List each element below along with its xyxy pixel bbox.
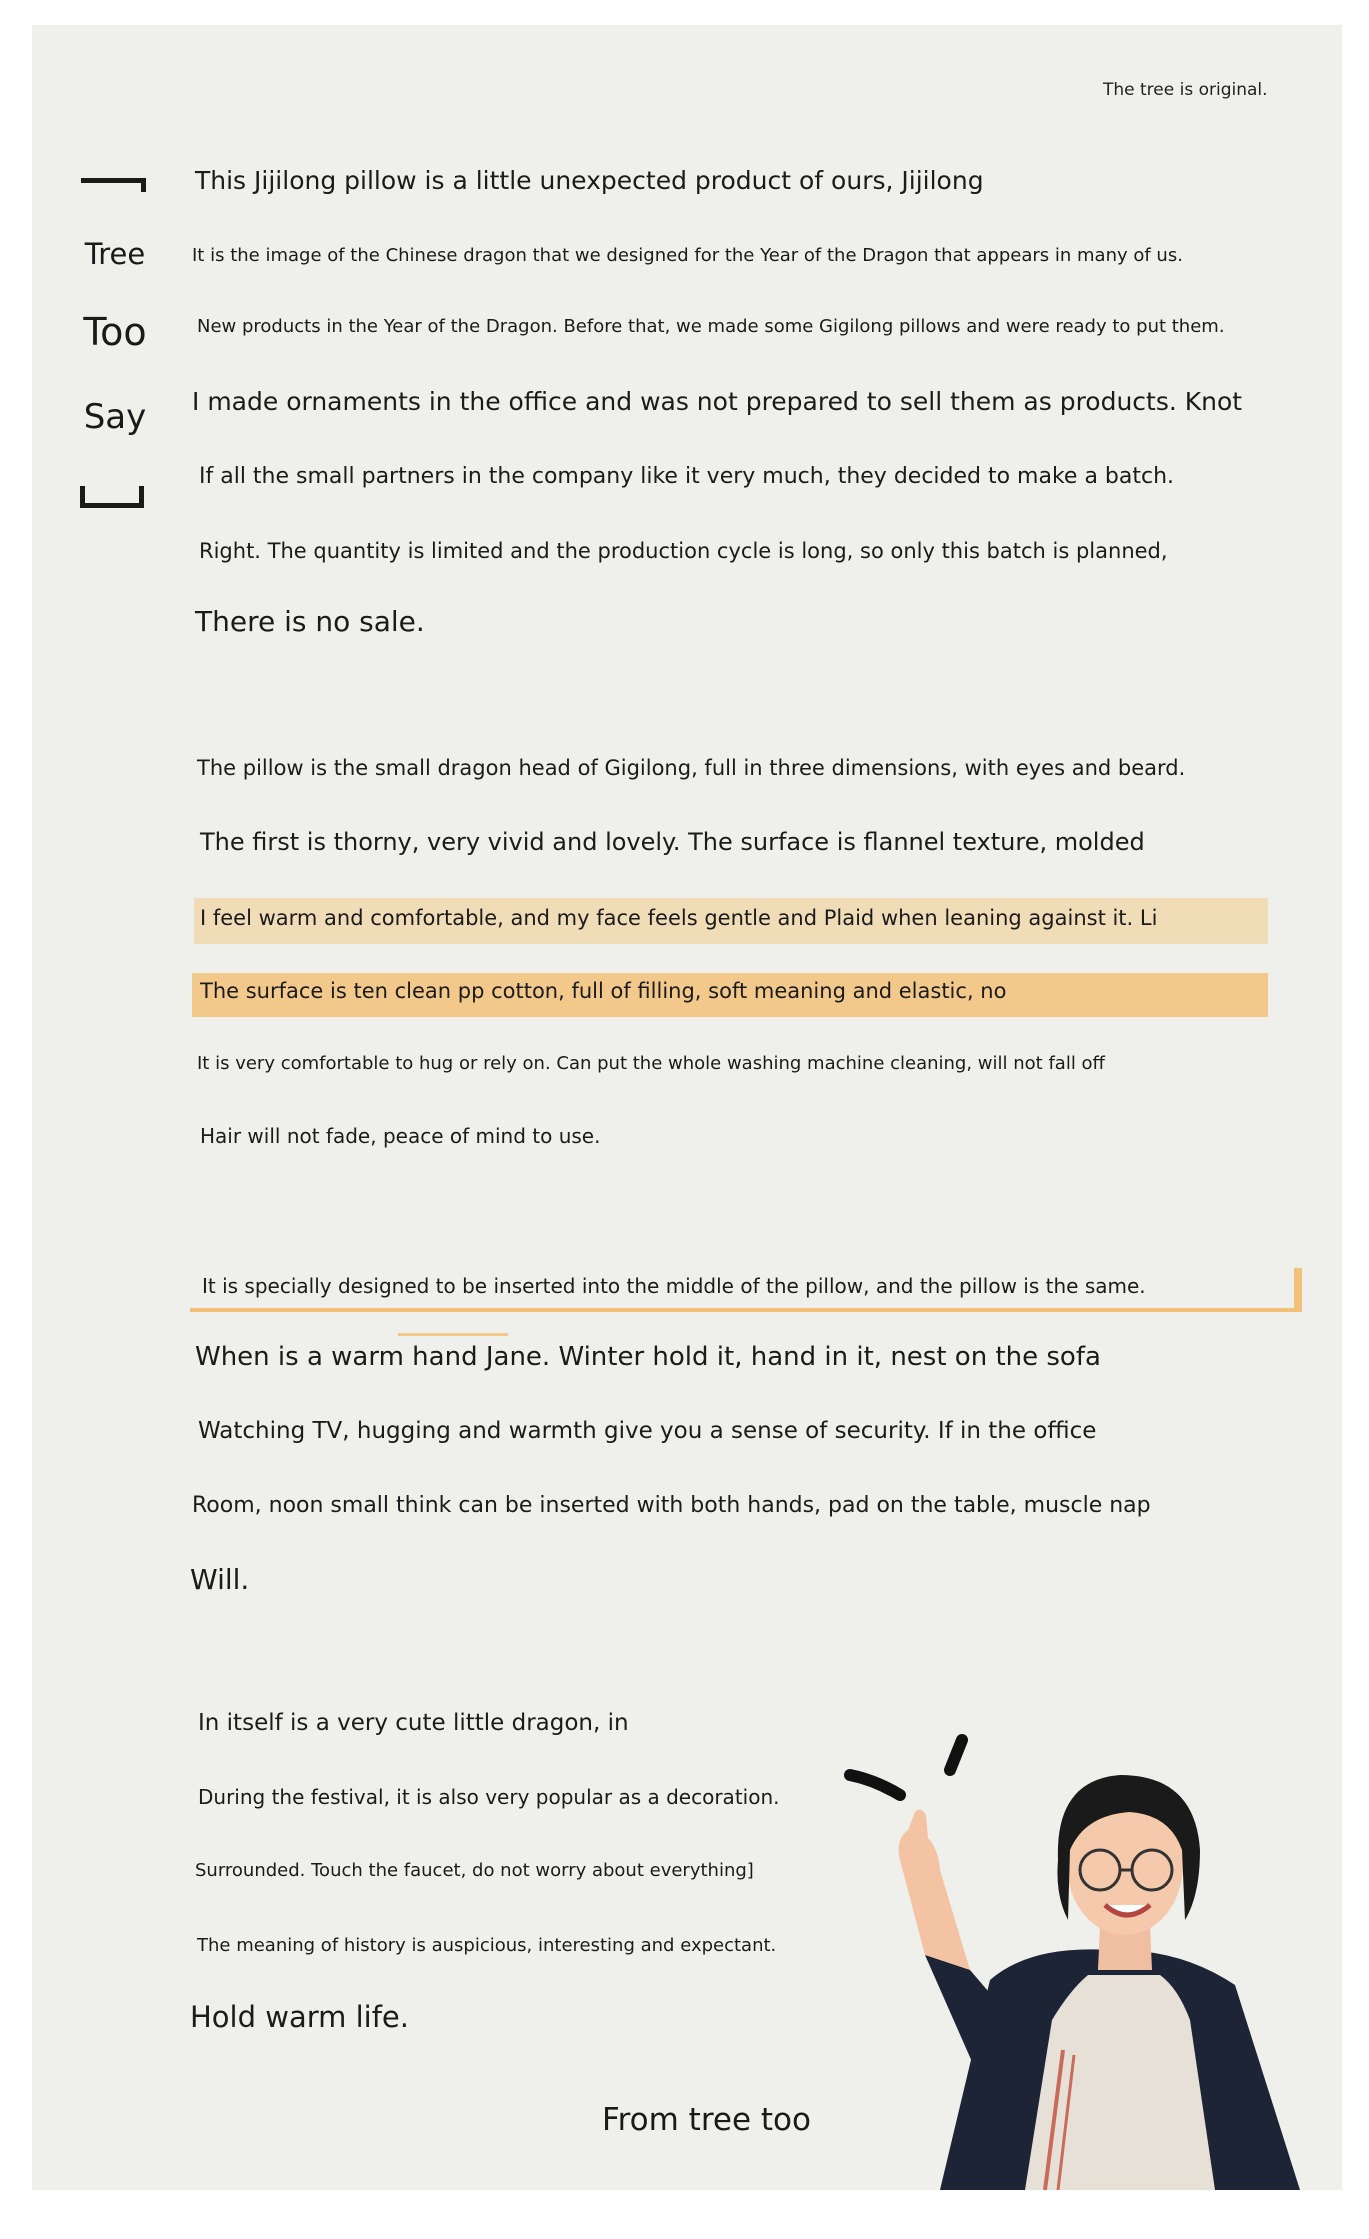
paragraph-line: The first is thorny, very vivid and lovely. The surface is flannel texture, molded xyxy=(200,828,1145,856)
excitement-mark-icon xyxy=(950,1740,962,1770)
paragraph-line: Room, noon small think can be inserted with both hands, pad on the table, muscle nap xyxy=(192,1493,1151,1518)
paragraph-line: Surrounded. Touch the faucet, do not worry about everything] xyxy=(195,1860,754,1881)
side-title-say: Say xyxy=(83,397,147,437)
bracket-top-icon xyxy=(86,178,146,192)
paragraph-line: Right. The quantity is limited and the production cycle is long, so only this batch is planned, xyxy=(199,539,1168,563)
paragraph-line: When is a warm hand Jane. Winter hold it, hand in it, nest on the sofa xyxy=(195,1342,1101,1372)
paragraph-line: Hold warm life. xyxy=(190,2000,409,2034)
paragraph-line: I feel warm and comfortable, and my face feels gentle and Plaid when leaning against it. Li xyxy=(200,906,1158,930)
paragraph-line: In itself is a very cute little dragon, in xyxy=(198,1710,629,1736)
paragraph-line: It is the image of the Chinese dragon that we designed for the Year of the Dragon that appears in many of us. xyxy=(192,245,1183,266)
paragraph-line: Will. xyxy=(190,1563,250,1596)
paragraph-line: The pillow is the small dragon head of Gigilong, full in three dimensions, with eyes and beard. xyxy=(197,756,1186,780)
paragraph-line: This Jijilong pillow is a little unexpected product of ours, Jijilong xyxy=(195,166,984,195)
highlight-underline xyxy=(398,1333,508,1336)
paragraph-line: I made ornaments in the office and was not prepared to sell them as products. Knot xyxy=(192,387,1243,416)
paragraph-line: It is specially designed to be inserted into the middle of the pillow, and the pillow is the same. xyxy=(202,1274,1146,1298)
paragraph-line: Watching TV, hugging and warmth give you a sense of security. If in the office xyxy=(198,1418,1097,1444)
paragraph-line: The meaning of history is auspicious, interesting and expectant. xyxy=(197,1935,777,1956)
signature: From tree too xyxy=(602,2102,811,2138)
paragraph-line: There is no sale. xyxy=(195,605,425,638)
side-title-tree: Tree xyxy=(84,237,146,271)
paragraph-line: Hair will not fade, peace of mind to use. xyxy=(200,1124,601,1148)
bracket-bottom-icon xyxy=(80,486,144,508)
side-title-block xyxy=(60,160,170,520)
paragraph-line: During the festival, it is also very popular as a decoration. xyxy=(198,1785,780,1809)
paragraph-line: It is very comfortable to hug or rely on. Can put the whole washing machine cleaning, will not fall off xyxy=(197,1053,1105,1074)
side-title-too: Too xyxy=(83,310,147,354)
author-portrait-illustration xyxy=(830,1720,1320,2190)
paragraph-line: New products in the Year of the Dragon. Before that, we made some Gigilong pillows and were ready to put them. xyxy=(197,316,1225,337)
paragraph-line: The surface is ten clean pp cotton, full of filling, soft meaning and elastic, no xyxy=(200,979,1007,1003)
excitement-mark-icon xyxy=(850,1775,900,1795)
paragraph-line: If all the small partners in the company like it very much, they decided to make a batch. xyxy=(199,464,1175,489)
header-note: The tree is original. xyxy=(1103,80,1268,100)
